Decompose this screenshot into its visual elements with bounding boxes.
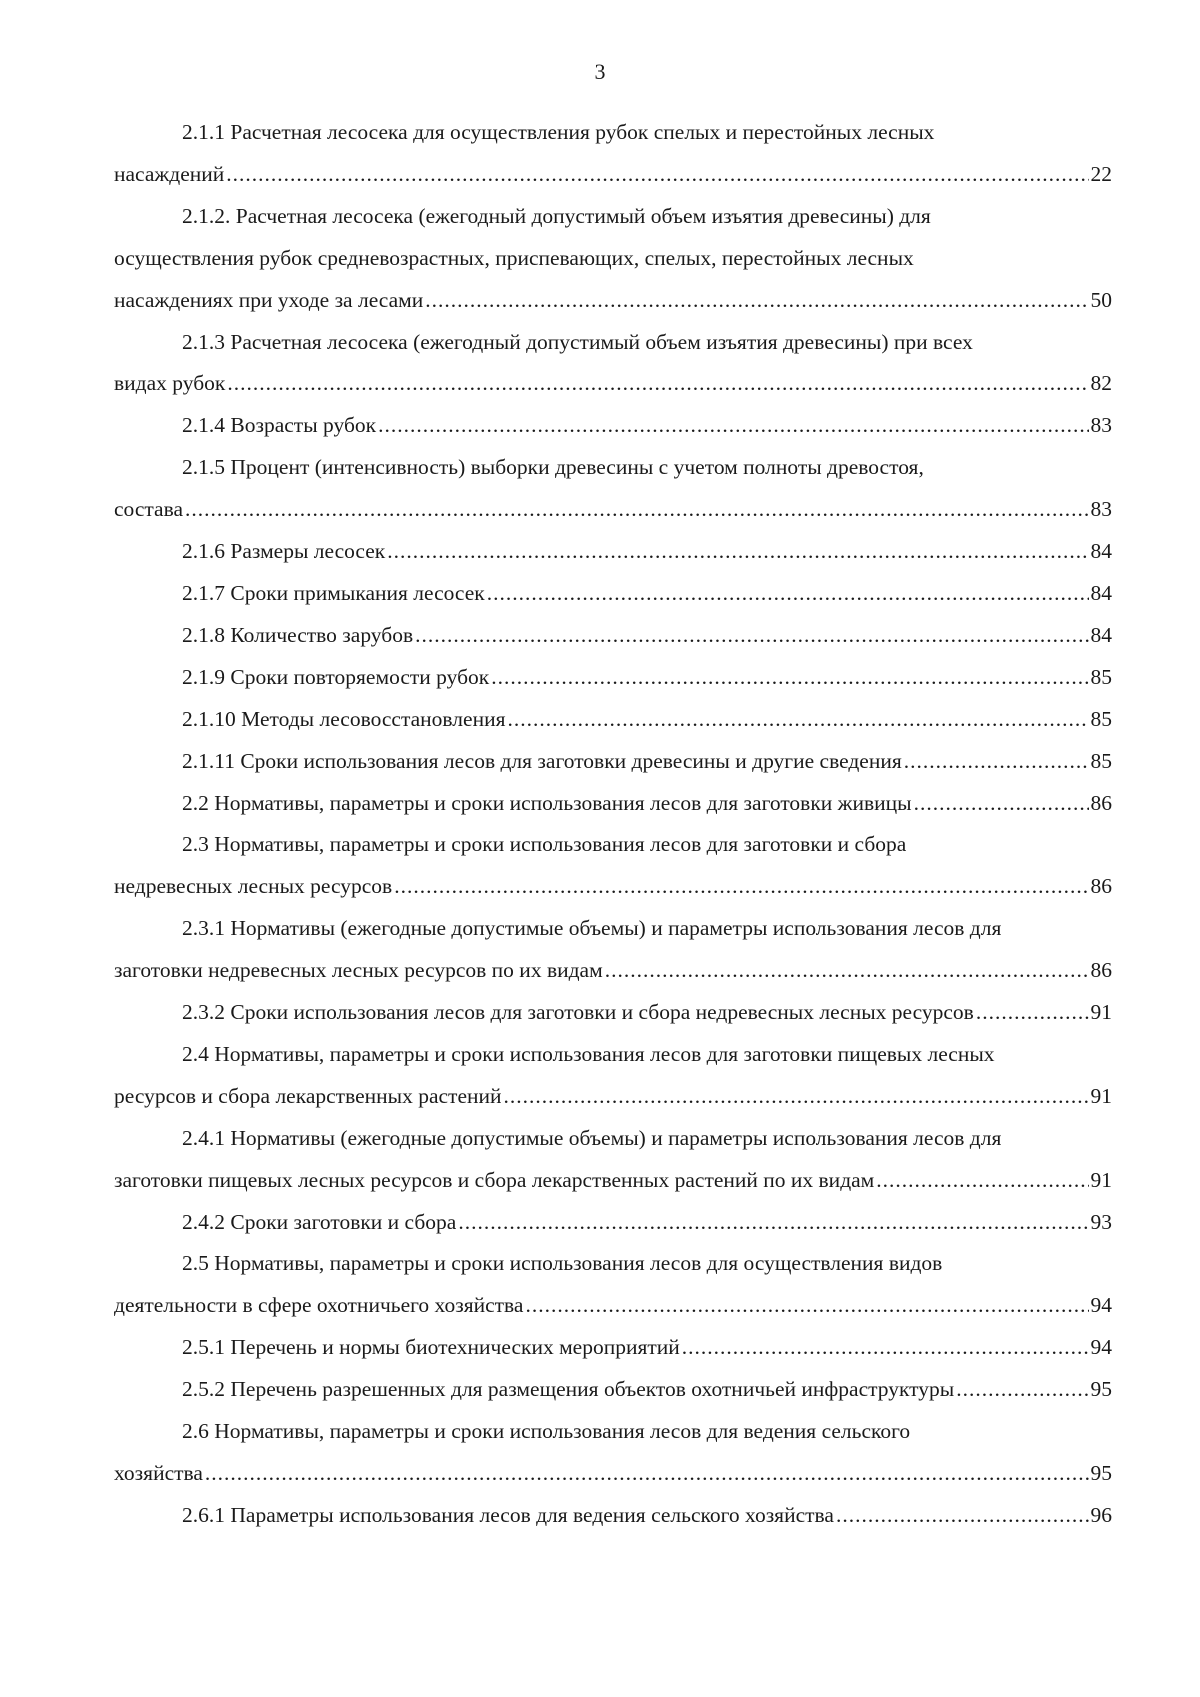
toc-page-number: 85 [1090, 664, 1112, 689]
toc-entry-last-line [114, 992, 1112, 1034]
toc-entry[interactable] [114, 112, 1112, 196]
toc-page-number: 84 [1090, 580, 1112, 605]
toc-entry-line: 2.1.5 Процент (интенсивность) выборки древесины с учетом полноты древостоя, [182, 455, 924, 480]
dot-leader [226, 154, 1088, 196]
toc-page-number: 93 [1090, 1209, 1112, 1234]
toc-entry-title: ресурсов и сбора лекарственных растений [114, 1083, 502, 1108]
toc-entry-last-line [114, 783, 1112, 825]
dot-leader [836, 1495, 1089, 1537]
dot-leader [378, 405, 1088, 447]
toc-entry[interactable] [114, 1495, 1112, 1537]
toc-entry-line: 2.5 Нормативы, параметры и сроки использования лесов для осуществления видов [182, 1251, 943, 1276]
toc-entry-title: насаждениях при уходе за лесами [114, 287, 424, 312]
dot-leader [507, 699, 1088, 741]
toc-entry-last-line [114, 1202, 1112, 1244]
dot-leader [415, 615, 1088, 657]
dot-leader [394, 866, 1088, 908]
toc-page-number: 95 [1090, 1377, 1112, 1402]
toc-page-number: 85 [1090, 748, 1112, 773]
toc-entry-title: 2.5.1 Перечень и нормы биотехнических мероприятий [182, 1335, 680, 1360]
toc-entry-line: 2.4 Нормативы, параметры и сроки использования лесов для заготовки пищевых лесных [182, 1041, 995, 1066]
toc-entry[interactable] [114, 992, 1112, 1034]
dot-leader [425, 280, 1088, 322]
toc-entry-line: 2.3.1 Нормативы (ежегодные допустимые объемы) и параметры использования лесов для [182, 916, 1002, 941]
dot-leader [458, 1202, 1088, 1244]
toc-entry-last-line [114, 280, 1112, 322]
toc-entry-title: 2.1.6 Размеры лесосек [182, 539, 386, 564]
dot-leader [205, 1453, 1089, 1495]
toc-entry-last-line [114, 1369, 1112, 1411]
toc-entry-title: 2.5.2 Перечень разрешенных для размещения объектов охотничьей инфраструктуры [182, 1377, 955, 1402]
toc-entry-last-line [114, 866, 1112, 908]
dot-leader [914, 783, 1089, 825]
toc-entry[interactable] [114, 1243, 1112, 1327]
toc-entry-title: состава [114, 497, 183, 522]
toc-entry-last-line [114, 1495, 1112, 1537]
toc-page-number: 91 [1090, 1167, 1112, 1192]
toc-entry-last-line [114, 1076, 1112, 1118]
toc-entry-line: 2.3 Нормативы, параметры и сроки использования лесов для заготовки и сбора [182, 832, 907, 857]
dot-leader [976, 992, 1089, 1034]
toc-entry-last-line [114, 573, 1112, 615]
toc-entry-title: 2.1.11 Сроки использования лесов для заготовки древесины и другие сведения [182, 748, 902, 773]
toc-entry-last-line [114, 1453, 1112, 1495]
toc-entry-last-line [114, 363, 1112, 405]
toc-entry[interactable] [114, 1411, 1112, 1495]
toc-page-number: 96 [1090, 1502, 1112, 1527]
toc-entry[interactable] [114, 405, 1112, 447]
page-number: 3 [594, 59, 606, 84]
toc-entry-title: хозяйства [114, 1461, 203, 1485]
toc-entry-title: заготовки недревесных лесных ресурсов по их видам [114, 958, 603, 983]
toc-entry[interactable] [114, 1118, 1112, 1202]
toc-page-number: 94 [1090, 1293, 1112, 1318]
toc-entry-last-line [114, 154, 1112, 196]
toc-entry-last-line [114, 950, 1112, 992]
dot-leader [904, 741, 1089, 783]
toc-page-number: 84 [1090, 539, 1112, 564]
toc-entry[interactable] [114, 447, 1112, 531]
toc-entry[interactable] [114, 322, 1112, 406]
dot-leader [682, 1327, 1089, 1369]
toc-entry-last-line [114, 1285, 1112, 1327]
toc-entry-line: осуществления рубок средневозрастных, приспевающих, спелых, перестойных лесных [114, 245, 914, 270]
toc-page-number: 91 [1090, 1083, 1112, 1108]
dot-leader [956, 1369, 1088, 1411]
toc-entry-title: заготовки пищевых лесных ресурсов и сбора лекарственных растений по их видам [114, 1167, 875, 1192]
toc-entry[interactable] [114, 824, 1112, 908]
toc-entry-title: недревесных лесных ресурсов [114, 874, 393, 899]
toc-page-number: 86 [1090, 958, 1112, 983]
toc-entry[interactable] [114, 573, 1112, 615]
toc-entry-last-line [114, 1327, 1112, 1369]
toc-page-number: 84 [1090, 622, 1112, 647]
toc-entry[interactable] [114, 699, 1112, 741]
toc-entry-last-line [114, 1160, 1112, 1202]
toc-entry-line: 2.6 Нормативы, параметры и сроки использования лесов для ведения сельского [182, 1419, 911, 1444]
toc-entry-last-line [114, 405, 1112, 447]
toc-entry-last-line [114, 741, 1112, 783]
dot-leader [605, 950, 1089, 992]
toc-page-number: 95 [1090, 1461, 1112, 1485]
toc-entry-title: насаждений [114, 161, 225, 186]
toc-entry[interactable] [114, 615, 1112, 657]
toc-page-number: 94 [1090, 1335, 1112, 1360]
toc-entry[interactable] [114, 196, 1112, 322]
toc-entry-title: 2.1.9 Сроки повторяемости рубок [182, 664, 490, 689]
dot-leader [504, 1076, 1089, 1118]
toc-entry-last-line [114, 531, 1112, 573]
toc-entry-line: 2.1.1 Расчетная лесосека для осуществления рубок спелых и перестойных лесных [182, 120, 935, 144]
dot-leader [876, 1160, 1088, 1202]
toc-page-number: 82 [1090, 371, 1112, 396]
toc-entry-title: 2.1.10 Методы лесовосстановления [182, 706, 506, 731]
toc-page-number: 83 [1090, 497, 1112, 522]
toc-page-number: 85 [1090, 706, 1112, 731]
dot-leader [185, 489, 1089, 531]
toc-entry-title: 2.6.1 Параметры использования лесов для ведения сельского хозяйства [182, 1502, 834, 1527]
toc-entry-title: деятельности в сфере охотничьего хозяйства [114, 1293, 524, 1318]
toc-entry-last-line [114, 489, 1112, 531]
toc-entry-last-line [114, 657, 1112, 699]
toc-page-number: 50 [1090, 287, 1112, 312]
dot-leader [487, 573, 1089, 615]
toc-entry-line: 2.4.1 Нормативы (ежегодные допустимые объемы) и параметры использования лесов для [182, 1125, 1002, 1150]
toc-entry[interactable] [114, 908, 1112, 992]
toc-entry-title: 2.1.8 Количество зарубов [182, 622, 414, 647]
toc-entry[interactable] [114, 657, 1112, 699]
toc-page-number: 22 [1090, 161, 1112, 186]
toc-entry[interactable] [114, 1202, 1112, 1244]
toc-entry[interactable] [114, 1327, 1112, 1369]
toc-page-number: 83 [1090, 413, 1112, 438]
dot-leader [525, 1285, 1088, 1327]
toc-entry[interactable] [114, 1034, 1112, 1118]
dot-leader [387, 531, 1088, 573]
dot-leader [491, 657, 1088, 699]
toc-entry-title: 2.4.2 Сроки заготовки и сбора [182, 1209, 457, 1234]
toc-entry[interactable] [114, 1369, 1112, 1411]
toc-entry-title: 2.3.2 Сроки использования лесов для заготовки и сбора недревесных лесных ресурсов [182, 1000, 974, 1025]
toc-entry-title: 2.1.4 Возрасты рубок [182, 413, 377, 438]
toc-entry[interactable] [114, 783, 1112, 825]
toc-entry-line: 2.1.2. Расчетная лесосека (ежегодный допустимый объем изъятия древесины) для [182, 203, 931, 228]
dot-leader [227, 363, 1088, 405]
toc-entry-last-line [114, 615, 1112, 657]
toc-page-number: 86 [1090, 790, 1112, 815]
toc-page-number: 86 [1090, 874, 1112, 899]
toc-entry-line: 2.1.3 Расчетная лесосека (ежегодный допустимый объем изъятия древесины) при всех [182, 329, 973, 354]
toc-entry-title: 2.2 Нормативы, параметры и сроки использования лесов для заготовки живицы [182, 790, 912, 815]
table-of-contents [114, 112, 1112, 1537]
toc-entry[interactable] [114, 741, 1112, 783]
toc-entry-title: 2.1.7 Сроки примыкания лесосек [182, 580, 485, 605]
toc-entry-title: видах рубок [114, 371, 226, 396]
toc-entry[interactable] [114, 531, 1112, 573]
toc-page-number: 91 [1090, 1000, 1112, 1025]
toc-entry-last-line [114, 699, 1112, 741]
